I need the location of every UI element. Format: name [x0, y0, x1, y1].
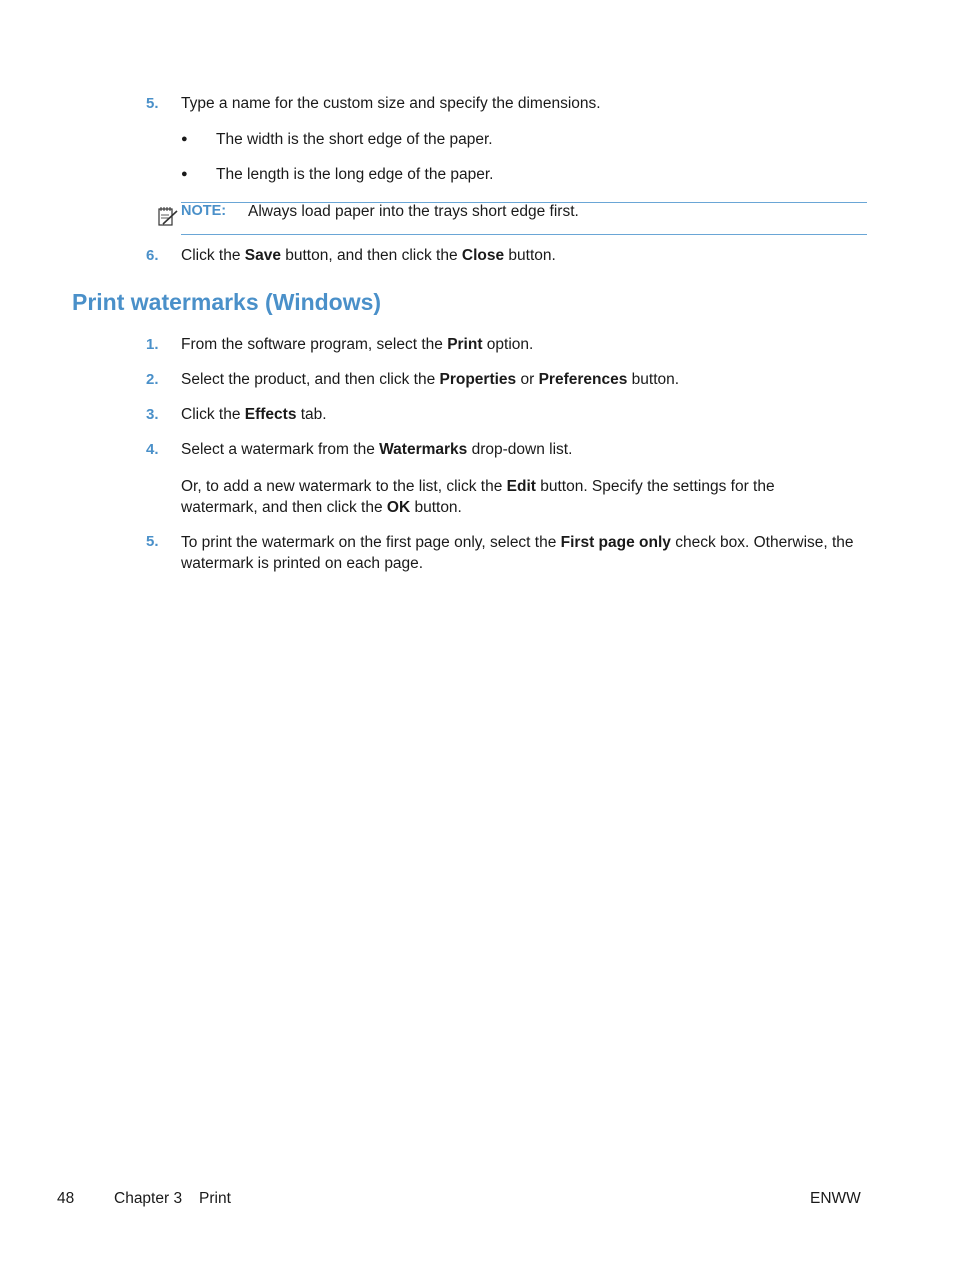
step-text: From the software program, select the Print option. — [181, 336, 534, 353]
footer-code: ENWW — [810, 1190, 861, 1207]
step-number: 6. — [146, 247, 159, 264]
step-number: 3. — [146, 406, 159, 423]
step-number: 2. — [146, 371, 159, 388]
step-text: Click the Save button, and then click the Close button. — [181, 247, 556, 264]
step-text: To print the watermark on the first page only, select the First page only check box. Otherwise, the watermark is printed on each page. — [181, 534, 854, 572]
note-pad-icon — [157, 205, 179, 227]
chapter-title: Print — [199, 1190, 231, 1207]
bullet-icon: ● — [181, 168, 188, 180]
section-heading: Print watermarks (Windows) — [72, 289, 382, 315]
step-text: Select the product, and then click the Properties or Preferences button. — [181, 371, 680, 388]
step-text: Select a watermark from the Watermarks drop-down list. — [181, 441, 573, 458]
bullet-item: The length is the long edge of the paper. — [216, 166, 494, 183]
bullet-item: The width is the short edge of the paper. — [216, 131, 493, 148]
note-label: NOTE: — [181, 203, 227, 219]
step-number: 5. — [146, 533, 159, 550]
chapter-label: Chapter 3 — [114, 1190, 183, 1207]
step-paragraph: Or, to add a new watermark to the list, click the Edit button. Specify the settings for the watermark, and then click the OK button. — [181, 478, 775, 516]
note-text: Always load paper into the trays short edge first. — [248, 203, 579, 220]
step-number: 5. — [146, 95, 159, 112]
step-number: 1. — [146, 336, 159, 353]
step-number: 4. — [146, 441, 159, 458]
step-text: Type a name for the custom size and specify the dimensions. — [181, 95, 601, 112]
page-number: 48 — [57, 1190, 75, 1207]
step-text: Click the Effects tab. — [181, 406, 327, 423]
bullet-icon: ● — [181, 133, 188, 145]
